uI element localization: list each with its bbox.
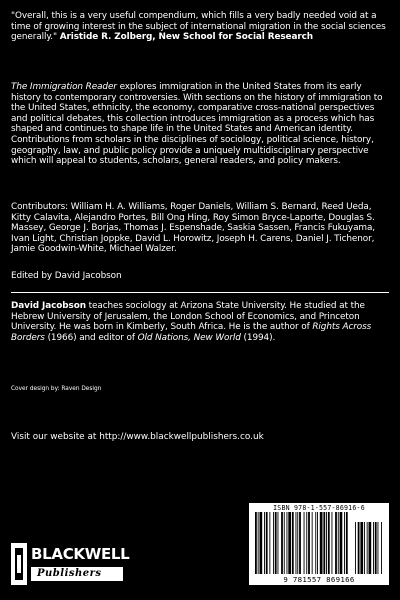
publisher-logo <box>11 543 130 585</box>
quote-text: "Overall, this is a very useful compendium, which fills a very badly needed void at a time of growing interest in the subject of international migration in the social sciences generally." <box>11 11 386 43</box>
bio-text-3: (1994). <box>240 332 276 343</box>
edited-by: Edited by David Jacobson <box>11 271 122 281</box>
book-description <box>11 82 388 167</box>
barcode-number: 9 781557 869166 <box>283 575 355 584</box>
bio-text-1: teaches sociology at Arizona State University. He studied at the Hebrew University of Jerusalem, the London School of Economics, and Princeton University. He was born in Kimberly, South Africa. He is the author of <box>11 301 365 333</box>
divider-rule <box>11 292 389 293</box>
contributors-list: Contributors: William H. A. Williams, Roger Daniels, William S. Bernard, Reed Ueda, Kitty Calavita, Alejandro Portes, Bill Ong Hing, Roy Simon Bryce-Laporte, Douglas S. Massey, George J. Borjas, Thomas J. Espenshade, Saskia Sassen, Francis Fukuyama, Ivan Light, Christian Joppke, David L. Horowitz, Joseph H. Carens, Daniel J. Tichenor, Jamie Goodwin-White, Michael Walzer. <box>11 202 376 255</box>
isbn-text: ISBN 978-1-557-86916-6 <box>273 504 365 512</box>
publisher-sub-label: Publishers <box>37 568 102 579</box>
bio-text-2: (1966) and editor of <box>44 332 138 343</box>
publisher-mark-icon <box>11 543 27 585</box>
book-title: The Immigration Reader <box>11 82 117 92</box>
publisher-name: BLACKWELL <box>31 545 130 563</box>
isbn-barcode <box>249 503 389 585</box>
publisher-sub-badge <box>31 567 123 581</box>
bio-book-2: Old Nations, New World <box>137 332 241 343</box>
bio-book-1: Rights Across Borders <box>11 322 372 343</box>
barcode-bars <box>253 512 385 574</box>
cover-design-credit: Cover design by: Raven Design <box>11 386 102 392</box>
review-quote <box>11 11 388 43</box>
website-link[interactable]: Visit our website at http://www.blackwellpublishers.co.uk <box>11 432 264 442</box>
quote-attribution: Aristide R. Zolberg, New School for Social Research <box>59 32 314 43</box>
author-bio <box>11 301 388 343</box>
author-name: David Jacobson <box>11 301 86 311</box>
description-text: explores immigration in the United States from its early history to contemporary controversies. With sections on the history of immigration to the United States, ethnicity, the economy, comparative cross-national perspectives and political debates, this collection introduces immigration as a process which has shaped and continues to shape life in the United States and American identity. Contributions from scholars in the disciplines of sociology, political science, history, geography, law, and public policy provide a uniquely multidisciplinary perspective which will appeal to students, scholars, general readers, and policy makers. <box>11 82 383 167</box>
